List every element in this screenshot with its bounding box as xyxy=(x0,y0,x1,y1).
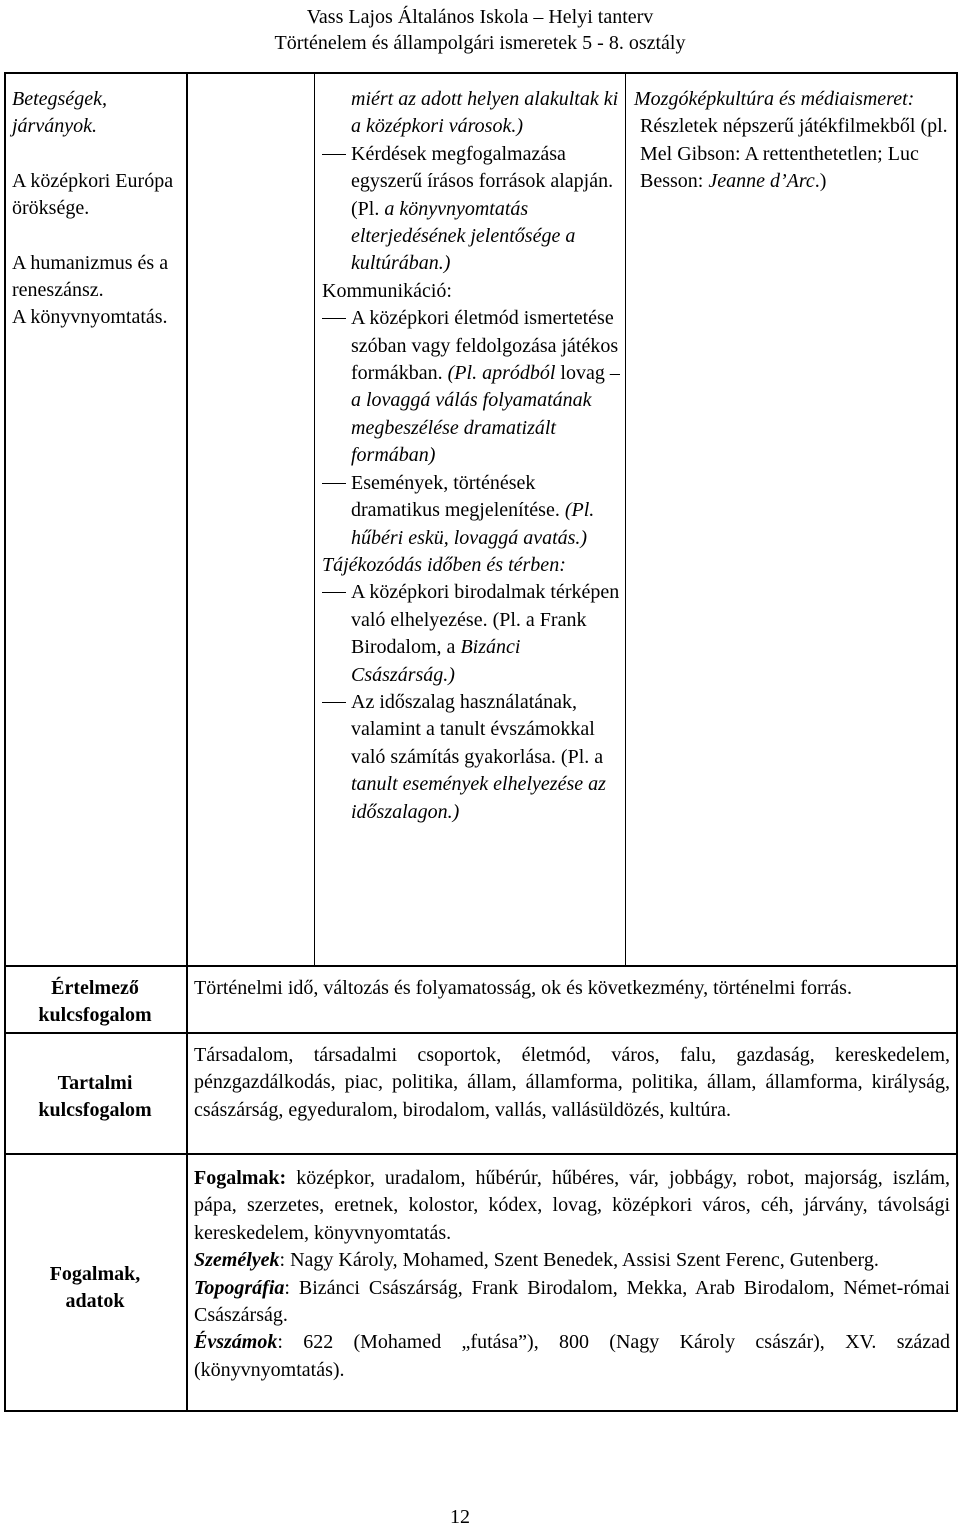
skills-intro-continuation: miért az adott helyen alakultak ki a középkori városok.) xyxy=(351,88,619,138)
skill-timeline-text: Az időszalag használatának, valamint a tanult évszámokkal való számítás gyakorlása. (Pl. a xyxy=(351,690,604,768)
skill-lifestyle-item xyxy=(322,305,620,469)
subject-grade-title: Történelem és állampolgári ismeretek 5 - 8. osztály xyxy=(274,32,686,54)
topic-printing: A könyvnyomtatás. xyxy=(12,306,168,329)
topography-text: : Bizánci Császárság, Frank Birodalom, Mekka, Arab Birodalom, Német-római Császárság. xyxy=(194,1276,950,1327)
media-film-title: Jeanne d’Arc xyxy=(708,170,815,193)
media-heading: Mozgóképkultúra és médiaismeret: xyxy=(634,88,915,110)
dates-label: Évszámok xyxy=(194,1331,278,1354)
content-concept-text: Társadalom, társadalmi csoportok, életmód, város, falu, gazdaság, kereskedelem, pénzgazdálkodás, piac, politika, állam, államforma, politika, állam, államforma, királyság, császárság, egyeduralom, birodalom, vallás, vallásüldözés, kultúra. xyxy=(194,1044,950,1121)
media-films-text: Részletek népszerű játékfilmekből (pl. Mel Gibson: A rettenthetetlen; Luc Besson: xyxy=(640,115,948,193)
col-divider-2 xyxy=(314,72,315,966)
row-divider-1 xyxy=(4,965,958,967)
skill-questions-example: a könyvnyomtatás elterjedésének jelentősége a kultúrában.) xyxy=(351,197,576,275)
skill-dramatize-text: Események, történések dramatikus megjelenítése. xyxy=(351,471,565,522)
interpretive-concept-label: Értelmező kulcsfogalom xyxy=(38,977,152,1027)
col-divider-3 xyxy=(625,72,626,966)
skill-maps-text: A középkori birodalmak térképen való elhelyezése. (Pl. a Frank Birodalom, a xyxy=(351,581,620,659)
topics-cell xyxy=(12,86,184,332)
concepts-text: középkor, uradalom, hűbérúr, hűbéres, vár, jobbágy, robot, majorság, iszlám, pápa, szerzetes, eretnek, kolostor, kódex, lovag, középkori város, céh, járvány, távolsági kereskedelem, könyvnyomtatás. xyxy=(194,1167,950,1244)
skill-questions-text: Kérdések megfogalmazása egyszerű írásos források alapján. (Pl. xyxy=(351,142,614,220)
concepts-label: Fogalmak: xyxy=(194,1167,287,1189)
skill-maps-item xyxy=(322,579,620,689)
topic-humanism: A humanizmus és a reneszánsz. xyxy=(12,251,169,302)
row-divider-3 xyxy=(4,1153,958,1155)
dates-text: : 622 (Mohamed „futása”), 800 (Nagy Károly császár), XV. század (könyvnyomtatás). xyxy=(194,1331,950,1381)
skill-questions-item xyxy=(322,141,620,278)
page-number: 12 xyxy=(450,1506,470,1528)
content-concept-label: Tartalmi kulcsfogalom xyxy=(38,1072,152,1122)
skill-lifestyle-example-a: (Pl. apródból xyxy=(447,362,561,385)
topic-medieval-legacy: A középkori Európa öröksége. xyxy=(12,169,174,220)
skill-lifestyle-knight: lovag xyxy=(560,362,605,385)
skill-dramatize-example: (Pl. hűbéri eskü, lovaggá avatás.) xyxy=(351,499,595,549)
skill-lifestyle-example-b: – a lovaggá válás folyamatának megbeszélése dramatizált formában) xyxy=(351,362,620,467)
media-cell xyxy=(634,86,952,196)
media-text xyxy=(634,113,952,195)
topography-line xyxy=(194,1275,950,1330)
school-curriculum-title: Vass Lajos Általános Iskola – Helyi tanterv xyxy=(306,6,654,28)
skill-maps-example: Bizánci Császárság.) xyxy=(351,636,521,686)
skills-cell xyxy=(322,86,620,826)
communication-heading: Kommunikáció: xyxy=(322,279,452,302)
interpretive-concept-text: Történelmi idő, változás és folyamatosság, ok és következmény, történelmi forrás. xyxy=(194,977,852,999)
skill-timeline-item xyxy=(322,689,620,826)
row-divider-2 xyxy=(4,1032,958,1034)
persons-line xyxy=(194,1247,950,1274)
page-header xyxy=(0,4,960,56)
media-end: .) xyxy=(814,170,827,193)
skill-dramatize-item xyxy=(322,470,620,552)
col-divider-1 xyxy=(186,72,188,966)
persons-text: : Nagy Károly, Mohamed, Szent Benedek, Assisi Szent Ferenc, Gutenberg. xyxy=(279,1249,879,1272)
skill-timeline-example: tanult események elhelyezése az időszalagon.) xyxy=(351,773,606,823)
orientation-heading: Tájékozódás időben és térben: xyxy=(322,553,566,576)
dates-line xyxy=(194,1329,950,1384)
topic-diseases: Betegségek, járványok. xyxy=(12,88,107,138)
skill-lifestyle-text: A középkori életmód ismertetése szóban vagy feldolgozása játékos formákban. xyxy=(351,307,619,385)
topography-label: Topográfia xyxy=(194,1276,285,1299)
facts-cell xyxy=(194,1165,950,1384)
concepts-line xyxy=(194,1165,950,1247)
persons-label: Személyek xyxy=(194,1249,280,1272)
facts-label: Fogalmak, adatok xyxy=(49,1263,141,1313)
